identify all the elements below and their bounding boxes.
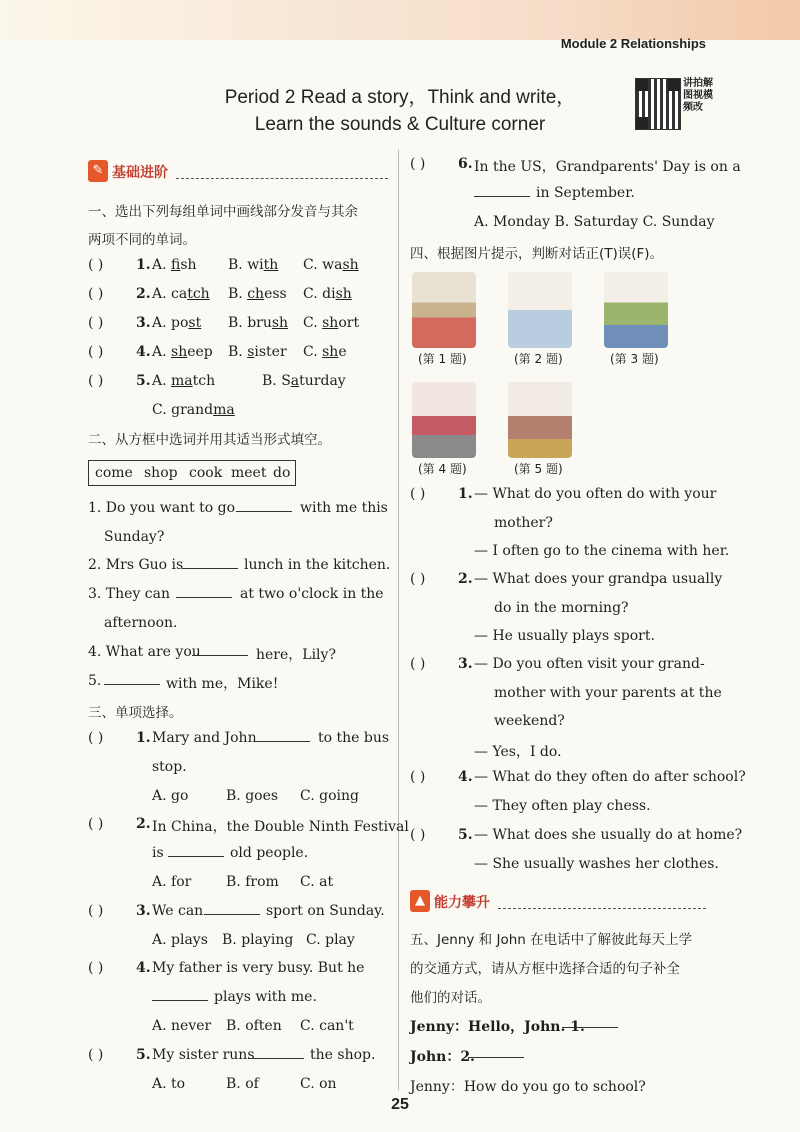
item-num: 3. [136, 903, 151, 919]
dialog-question-cont: weekend? [494, 713, 565, 729]
word-box [88, 460, 296, 486]
part2-q5b: with me，Mike! [166, 676, 279, 692]
part3-q3: We can [152, 903, 204, 919]
option: B. playing [222, 932, 294, 948]
part1-title2: 两项不同的单词。 [88, 232, 196, 248]
item-option-a: A. catch [152, 286, 210, 302]
fill-blank[interactable] [254, 740, 310, 742]
dialog-question: — What does she usually do at home? [474, 827, 743, 843]
item-num: 5. [458, 827, 473, 843]
fill-blank[interactable] [236, 510, 292, 512]
option: B. often [226, 1018, 282, 1034]
item-option-c: C. wash [303, 257, 359, 273]
fill-blank[interactable] [474, 195, 530, 197]
fill-blank[interactable] [562, 1026, 618, 1028]
answer-paren[interactable]: ( ) [410, 769, 426, 785]
part4-title: 四、根据图片提示，判断对话正(T)误(F)。 [410, 246, 664, 262]
picture-3 [604, 272, 668, 348]
part3-q1c: stop. [152, 759, 187, 775]
dialog-answer: — They often play chess. [474, 798, 651, 814]
answer-paren[interactable]: ( ) [88, 730, 104, 746]
dialog-line-jenny2: Jenny：How do you go to school? [410, 1079, 646, 1095]
page-title-line2: Learn the sounds & Culture corner [254, 114, 546, 135]
part2-q1: 1. Do you want to go [88, 500, 236, 516]
part2-title: 二、从方框中选词并用其适当形式填空。 [88, 432, 331, 448]
part2-q3c: afternoon. [104, 615, 178, 631]
word-box-item: do [273, 465, 291, 481]
pencil-icon: ✎ [88, 160, 108, 182]
part2-q2b: lunch in the kitchen. [244, 557, 391, 573]
word-box-item: shop [144, 465, 178, 481]
picture-caption: (第 1 题) [418, 352, 467, 366]
part3-q4b: plays with me. [214, 989, 317, 1005]
item-num: 6. [458, 156, 473, 172]
dialog-answer: — She usually washes her clothes. [474, 856, 719, 872]
fill-blank[interactable] [182, 567, 238, 569]
item-option-b: B. brush [228, 315, 289, 331]
part3-q5: My sister runs [152, 1047, 255, 1063]
item-option-b: B. sister [228, 344, 287, 360]
part5-title1: 五、Jenny 和 John 在电话中了解彼此每天上学 [410, 932, 693, 948]
option: A. never [152, 1018, 212, 1034]
part3-q3b: sport on Sunday. [266, 903, 385, 919]
part1-title: 一、选出下列每组单词中画线部分发音与其余 [88, 204, 358, 220]
answer-paren[interactable]: ( ) [410, 656, 426, 672]
item-option-c: C. grandma [152, 402, 235, 418]
column-divider [398, 150, 399, 1090]
answer-paren[interactable]: ( ) [88, 960, 104, 976]
part3-q5b: the shop. [310, 1047, 376, 1063]
item-option-c: C. dish [303, 286, 352, 302]
part3-q6-options: A. Monday B. Saturday C. Sunday [474, 214, 715, 230]
fill-blank[interactable] [192, 654, 248, 656]
option: C. on [300, 1076, 337, 1092]
fill-blank[interactable] [248, 1057, 304, 1059]
item-num: 2. [136, 286, 151, 302]
word-box-item: meet [231, 465, 267, 481]
fill-blank[interactable] [104, 683, 160, 685]
qr-code[interactable] [635, 78, 681, 130]
part2-q3: 3. They can [88, 586, 171, 602]
chart-icon: ▲ [410, 890, 430, 912]
top-band [0, 0, 800, 40]
part3-q2b: is [152, 845, 164, 861]
option: C. going [300, 788, 359, 804]
answer-paren[interactable]: ( ) [88, 257, 104, 273]
answer-paren[interactable]: ( ) [88, 373, 104, 389]
answer-paren[interactable]: ( ) [88, 816, 104, 832]
section-advanced-banner [410, 890, 706, 914]
option: C. can't [300, 1018, 354, 1034]
item-num: 3. [458, 656, 473, 672]
answer-paren[interactable]: ( ) [88, 344, 104, 360]
fill-blank[interactable] [176, 596, 232, 598]
part2-q4: 4. What are you [88, 644, 201, 660]
answer-paren[interactable]: ( ) [88, 1047, 104, 1063]
item-num: 2. [458, 571, 473, 587]
section-basic-label: 基础进阶 [112, 165, 168, 181]
answer-paren[interactable]: ( ) [410, 486, 426, 502]
dialog-question-cont: do in the morning? [494, 600, 629, 616]
item-num: 1. [136, 730, 151, 746]
section-basic-banner [88, 160, 388, 184]
part2-q1c: Sunday? [104, 529, 165, 545]
option: C. play [306, 932, 355, 948]
qr-label: 讲拍解图视模频改 [683, 78, 713, 113]
section-advanced-label: 能力攀升 [434, 895, 490, 911]
item-option-b: B. with [228, 257, 279, 273]
dialog-line-john: John：2. [410, 1049, 475, 1065]
part2-q3b: at two o'clock in the [240, 586, 384, 602]
picture-caption: (第 4 题) [418, 462, 467, 476]
item-option-c: C. she [303, 344, 347, 360]
fill-blank[interactable] [168, 855, 224, 857]
part3-q1: Mary and John [152, 730, 257, 746]
option: B. goes [226, 788, 279, 804]
option: C. at [300, 874, 334, 890]
picture-caption: (第 5 题) [514, 462, 563, 476]
option: A. plays [152, 932, 208, 948]
answer-paren[interactable]: ( ) [410, 156, 426, 172]
item-option-a: A. fish [152, 257, 197, 273]
picture-4 [412, 382, 476, 458]
page-number: 25 [391, 1096, 409, 1113]
page-title-line1: Period 2 Read a story，Think and write， [224, 87, 576, 108]
option: A. to [152, 1076, 186, 1092]
item-option-a: A. match [152, 373, 216, 389]
picture-caption: (第 2 题) [514, 352, 563, 366]
fill-blank[interactable] [204, 913, 260, 915]
dialog-answer: — Yes，I do. [474, 744, 562, 760]
item-num: 1. [136, 257, 151, 273]
picture-1 [412, 272, 476, 348]
answer-paren[interactable]: ( ) [410, 571, 426, 587]
picture-2 [508, 272, 572, 348]
item-num: 5. [136, 1047, 151, 1063]
answer-paren[interactable]: ( ) [88, 315, 104, 331]
item-option-a: A. sheep [152, 344, 213, 360]
part3-q1b: to the bus [318, 730, 390, 746]
part3-q6b: in September. [536, 185, 635, 201]
part3-q2: In China，the Double Ninth Festival [152, 819, 409, 835]
option: B. from [226, 874, 279, 890]
part2-q5: 5. [88, 673, 102, 689]
part2-q4b: here，Lily? [256, 647, 336, 663]
item-option-b: B. Saturday [262, 373, 346, 389]
picture-caption: (第 3 题) [610, 352, 659, 366]
item-num: 3. [136, 315, 151, 331]
dialog-question: — What do you often do with your [474, 486, 717, 502]
part3-q2c: old people. [230, 845, 309, 861]
item-num: 4. [136, 960, 151, 976]
answer-paren[interactable]: ( ) [88, 903, 104, 919]
part2-q2: 2. Mrs Guo is [88, 557, 184, 573]
option: B. of [226, 1076, 259, 1092]
dialog-question-cont: mother? [494, 515, 553, 531]
item-num: 4. [136, 344, 151, 360]
dialog-question: — What do they often do after school? [474, 769, 746, 785]
part3-q6: In the US，Grandparents' Day is on a [474, 159, 741, 175]
dialog-question: — What does your grandpa usually [474, 571, 723, 587]
item-option-b: B. chess [228, 286, 287, 302]
answer-paren[interactable]: ( ) [410, 827, 426, 843]
item-num: 4. [458, 769, 473, 785]
dialog-question: — Do you often visit your grand- [474, 656, 705, 672]
part3-q4: My father is very busy. But he [152, 960, 365, 976]
part2-q1b: with me this [300, 500, 388, 516]
fill-blank[interactable] [152, 999, 208, 1001]
dialog-answer: — I often go to the cinema with her. [474, 543, 730, 559]
item-num: 5. [136, 373, 151, 389]
item-option-c: C. short [303, 315, 360, 331]
dialog-line-jenny: Jenny：Hello，John. 1. [410, 1019, 585, 1035]
part5-title2: 的交通方式，请从方框中选择合适的句子补全 [410, 961, 680, 977]
picture-5 [508, 382, 572, 458]
module-header: Module 2 Relationships [560, 36, 706, 51]
fill-blank[interactable] [468, 1056, 524, 1058]
part3-title: 三、单项选择。 [88, 705, 183, 721]
option: A. for [152, 874, 192, 890]
item-num: 1. [458, 486, 473, 502]
part5-title3: 他们的对话。 [410, 990, 491, 1006]
word-box-item: cook [189, 465, 223, 481]
item-num: 2. [136, 816, 151, 832]
dialog-question-cont: mother with your parents at the [494, 685, 722, 701]
dialog-answer: — He usually plays sport. [474, 628, 655, 644]
word-box-item: come [95, 465, 133, 481]
answer-paren[interactable]: ( ) [88, 286, 104, 302]
item-option-a: A. post [152, 315, 202, 331]
option: A. go [152, 788, 189, 804]
